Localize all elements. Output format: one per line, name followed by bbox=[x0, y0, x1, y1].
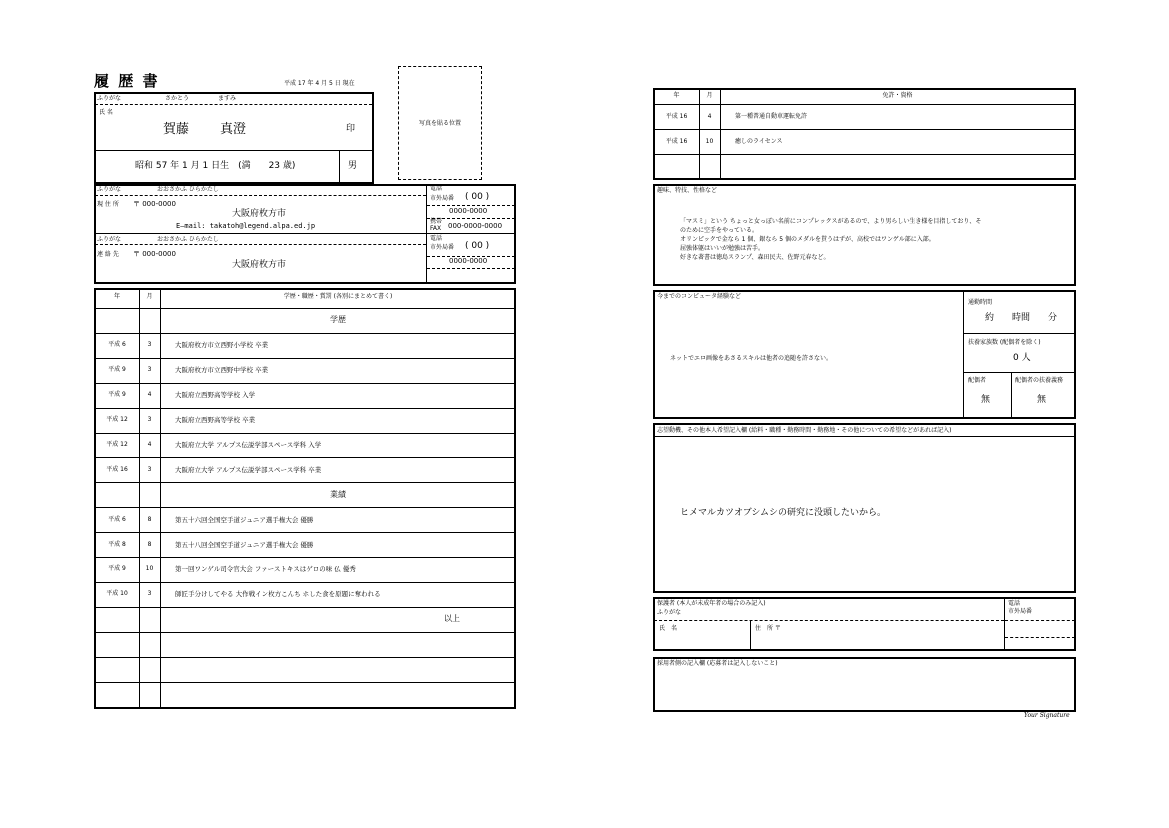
address-area-code-label: 市外局番 bbox=[430, 195, 455, 202]
name-label: 氏 名 bbox=[99, 109, 113, 116]
license-col-month: 月 bbox=[706, 92, 713, 99]
history-text: 大阪府枚方市立西野小学校 卒業 bbox=[175, 341, 269, 349]
computer-text: ネットでエロ画像をあさるスキルは他者の追随を許さない。 bbox=[670, 355, 832, 362]
hobbies-line-5: 好きな著書は徳島スランプ、森田民夫、佐野元春など。 bbox=[680, 254, 830, 261]
history-month: 10 bbox=[145, 565, 154, 572]
contact-postal: 〒 000-0000 bbox=[133, 250, 176, 258]
history-text: 大阪府枚方市立西野中学校 卒業 bbox=[175, 366, 269, 374]
name-furigana-given: ますみ bbox=[218, 95, 237, 102]
contact-phone-label: 電話 bbox=[430, 235, 443, 242]
motivation-text: ヒメマルカツオブシムシの研究に没頭したいから。 bbox=[680, 508, 887, 518]
history-text: 大阪府立大学 アルプス伝説学部スペース学科 卒業 bbox=[175, 466, 322, 474]
history-row bbox=[95, 657, 515, 682]
hobbies-label: 趣味、特技、性格など bbox=[657, 187, 718, 194]
history-col-year: 年 bbox=[113, 293, 120, 300]
history-year: 平成 10 bbox=[106, 590, 128, 597]
address-email: E—mail: takatoh@legend.alpa.ed.jp bbox=[176, 222, 316, 230]
history-text: 大阪府立大学 アルプス伝説学部スペース学科 入学 bbox=[175, 441, 322, 449]
birth-date: 昭和 57 年 1 月 1 日生 (満 23 歳) bbox=[135, 161, 296, 171]
address-fax-label: FAX bbox=[430, 225, 442, 232]
license-year: 平成 16 bbox=[665, 113, 688, 120]
history-year: 平成 16 bbox=[106, 466, 128, 473]
contact-phone: 0000-0000 bbox=[449, 257, 488, 265]
license-year: 平成 16 bbox=[665, 138, 688, 145]
computer-label: 今までのコンピュータ経験など bbox=[657, 293, 742, 300]
address-city: 大阪府枚方市 bbox=[232, 209, 287, 219]
address-phone-label: 電話 bbox=[430, 185, 443, 192]
hobbies-line-4: 屈強体躯はいいが勉強は苦手。 bbox=[680, 245, 765, 252]
address-label: 現 住 所 bbox=[97, 201, 119, 208]
history-year: 平成 12 bbox=[106, 441, 128, 448]
contact-furigana-label: ふりがな bbox=[97, 236, 122, 243]
history-text: 第一回ワンゲル司令官大会 ファーストキスはゲロの味 仏 優秀 bbox=[175, 565, 356, 573]
guardian-label: 保護者 (本人が未成年者の場合のみ記入) bbox=[657, 600, 766, 607]
history-text: 師匠手分けしてやる 大作戦イン枚方こんち ホした食を原題に奪われる bbox=[175, 590, 381, 598]
given-name: 真澄 bbox=[220, 122, 247, 137]
resume-date: 平成 17 年 4 月 5 日 現在 bbox=[284, 80, 355, 87]
sex: 男 bbox=[348, 161, 358, 171]
spouse-label: 配偶者 bbox=[968, 377, 987, 384]
history-month: 3 bbox=[147, 590, 152, 597]
family-name: 賀藤 bbox=[163, 122, 190, 137]
history-year: 平成 6 bbox=[108, 516, 126, 523]
address-mobile-label: 携帯 bbox=[430, 218, 443, 225]
history-row bbox=[95, 682, 515, 707]
history-month: 3 bbox=[147, 466, 152, 473]
hobbies-line-2: のために空手をやっている。 bbox=[680, 227, 759, 234]
signature: Your Signature bbox=[1024, 712, 1070, 719]
guardian-phone-label: 電話 bbox=[1008, 600, 1021, 607]
commute-value: 約 時間 分 bbox=[985, 313, 1058, 323]
spouse-support-label: 配偶者の扶養義務 bbox=[1015, 377, 1064, 384]
license-month: 10 bbox=[705, 138, 714, 145]
history-text: 大阪府立西野高等学校 卒業 bbox=[175, 416, 256, 424]
address-phone: 0000-0000 bbox=[449, 207, 488, 215]
address-furigana: おおさかふ ひらかたし bbox=[157, 186, 219, 193]
employer-label: 採用者側の記入欄 (応募者は記入しないこと) bbox=[657, 660, 778, 667]
history-text: 第五十六回全国空手道ジュニア選手権大会 優勝 bbox=[175, 516, 314, 524]
contact-city: 大阪府枚方市 bbox=[232, 260, 287, 270]
dependents-label: 扶養家族数 (配偶者を除く) bbox=[968, 339, 1041, 346]
page-title: 履 歴 書 bbox=[94, 72, 160, 90]
contact-area-code: ( 00 ) bbox=[465, 241, 490, 251]
history-year: 平成 9 bbox=[108, 391, 126, 398]
history-year: 平成 6 bbox=[108, 341, 126, 348]
license-col-year: 年 bbox=[673, 92, 680, 99]
hobbies-line-3: オリンピックで金なら 1 個、銀なら 5 個のメダルを貰うはずが、高校ではワンゲル部に入部。 bbox=[680, 236, 935, 243]
address-furigana-label: ふりがな bbox=[97, 186, 122, 193]
hobbies-box bbox=[653, 184, 1076, 286]
contact-area-code-label: 市外局番 bbox=[430, 244, 455, 251]
guardian-furigana-label: ふりがな bbox=[657, 609, 682, 616]
commute-label: 通勤時間 bbox=[968, 299, 993, 306]
hobbies-line-1: 「マスミ」という ちょっと女っぽい名前にコンプレックスがあるので、より男らしい生き様を目指しており、そ bbox=[680, 218, 982, 225]
contact-furigana: おおさかふ ひらかたし bbox=[157, 236, 219, 243]
history-text: 以上 bbox=[444, 614, 460, 623]
history-text: 大阪府立西野高等学校 入学 bbox=[175, 391, 256, 399]
history-month: 4 bbox=[147, 441, 152, 448]
spouse-value: 無 bbox=[981, 395, 991, 405]
license-text: 癒しのライセンス bbox=[735, 138, 783, 145]
history-year: 平成 8 bbox=[108, 541, 126, 548]
address-postal: 〒 000-0000 bbox=[133, 200, 176, 208]
spouse-support-value: 無 bbox=[1037, 395, 1047, 405]
history-row bbox=[95, 632, 515, 657]
license-month: 4 bbox=[707, 113, 712, 120]
history-month: 3 bbox=[147, 366, 152, 373]
history-year: 平成 12 bbox=[106, 416, 128, 423]
license-row bbox=[654, 154, 1075, 179]
license-col-content: 免許・資格 bbox=[882, 92, 913, 99]
history-text: 学歴 bbox=[330, 315, 346, 324]
guardian-area-code-label: 市外局番 bbox=[1008, 608, 1033, 615]
history-col-month: 月 bbox=[146, 293, 153, 300]
seal-mark: 印 bbox=[346, 124, 356, 134]
address-mobile: 000-0000-0000 bbox=[448, 222, 503, 230]
history-col-content: 学歴・職歴・賞罰 (各別にまとめて書く) bbox=[283, 293, 393, 300]
name-furigana-family: さかとう bbox=[165, 95, 190, 102]
address-area-code: ( 00 ) bbox=[465, 192, 490, 202]
history-month: 3 bbox=[147, 341, 152, 348]
history-month: 4 bbox=[147, 391, 152, 398]
guardian-name-label: 氏 名 bbox=[659, 625, 678, 632]
guardian-address-label: 住 所 〒 bbox=[755, 625, 781, 632]
history-month: 8 bbox=[147, 541, 152, 548]
history-text: 第五十八回全国空手道ジュニア選手権大会 優勝 bbox=[175, 541, 314, 549]
photo-placeholder bbox=[398, 66, 482, 180]
furigana-label: ふりがな bbox=[97, 95, 122, 102]
history-month: 3 bbox=[147, 416, 152, 423]
motivation-label: 志望動機、その他本人希望記入欄 (給料・職種・勤務時間・勤務地・その他についての希望などがあれば記入) bbox=[657, 427, 952, 434]
dependents-value: 0 人 bbox=[1013, 353, 1031, 363]
contact-label: 連 絡 先 bbox=[97, 251, 119, 258]
history-text: 業績 bbox=[330, 490, 346, 499]
license-text: 第一種普通自動車運転免許 bbox=[735, 113, 808, 120]
history-year: 平成 9 bbox=[108, 565, 126, 572]
history-year: 平成 9 bbox=[108, 366, 126, 373]
photo-note: 写真を貼る位置 bbox=[418, 120, 461, 127]
history-month: 8 bbox=[147, 516, 152, 523]
